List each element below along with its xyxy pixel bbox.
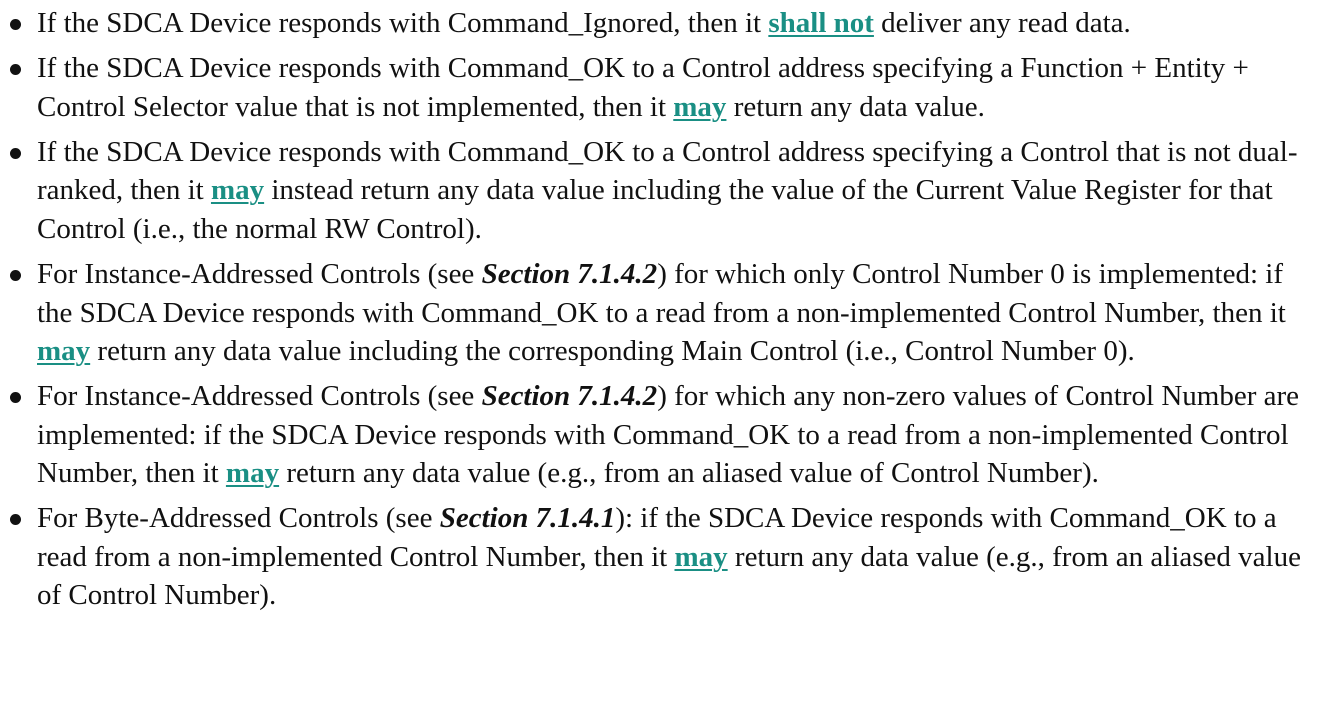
keyword-link[interactable]: shall not [768, 7, 874, 39]
section-reference: Section 7.1.4.2 [481, 258, 658, 291]
rule-text: return any data value. [726, 90, 985, 123]
keyword-link[interactable]: may [673, 90, 727, 123]
list-item [0, 255, 1317, 371]
rule-text: For Instance-Addressed Controls (see [37, 380, 482, 413]
list-item [0, 133, 1317, 249]
keyword-link[interactable]: may [37, 335, 91, 368]
rule-text: If the SDCA Device responds with Command_Ignored, then it [37, 7, 769, 39]
rule-text: ) for which only Control Number 0 is implemented: if the SDCA Device responds with Command_OK to a read from a non-implemented Control Number, then it [37, 258, 1286, 329]
rule-text: For Byte-Addressed Controls (see [37, 502, 440, 535]
rule-text: ): if the SDCA Device responds with Command_OK to a read from a non-implemented Control Number, then it [37, 502, 1277, 573]
bullet-icon [10, 270, 21, 281]
rule-text: deliver any read data. [873, 7, 1131, 39]
rule-text: For Instance-Addressed Controls (see [37, 258, 482, 291]
list-item [0, 499, 1317, 615]
bullet-icon [10, 64, 21, 75]
keyword-link[interactable]: may [225, 457, 280, 490]
rule-text: ) for which any non-zero values of Control Number are implemented: if the SDCA Device responds with Command_OK to a read from a non-implemented Control Number, then it [37, 380, 1299, 490]
rule-text: return any data value (e.g., from an aliased value of Control Number). [37, 540, 1301, 612]
rule-text: return any data value (e.g., from an aliased value of Control Number). [279, 457, 1099, 490]
keyword-link[interactable]: may [674, 540, 728, 573]
list-item [0, 4, 1317, 43]
list-item [0, 377, 1317, 493]
bullet-icon [10, 392, 21, 403]
rule-text: If the SDCA Device responds with Command_OK to a Control address specifying a Function + Entity + Control Selector value that is not implemented, then it [37, 52, 1249, 123]
section-reference: Section 7.1.4.2 [481, 380, 658, 413]
keyword-link[interactable]: may [210, 174, 265, 207]
bullet-icon [10, 514, 21, 525]
bullet-icon [10, 19, 21, 30]
list-item [0, 49, 1317, 126]
rule-text: If the SDCA Device responds with Command_OK to a Control address specifying a Control that is not dual-ranked, then it [37, 135, 1298, 207]
requirements-list [0, 4, 1317, 622]
section-reference: Section 7.1.4.1 [439, 502, 616, 535]
bullet-icon [10, 148, 21, 159]
rule-text: instead return any data value including the value of the Current Value Register for that Control (i.e., the normal RW Control). [37, 174, 1273, 245]
rule-text: return any data value including the corresponding Main Control (i.e., Control Number 0). [90, 335, 1135, 368]
